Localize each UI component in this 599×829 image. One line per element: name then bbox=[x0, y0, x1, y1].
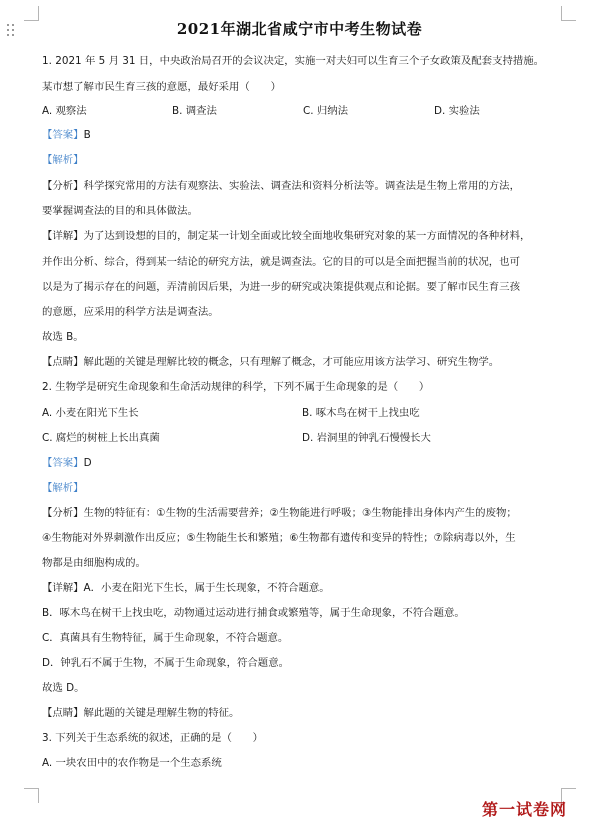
q2-conclusion: 故选 D。 bbox=[42, 682, 85, 694]
q1-option-a: A. 观察法 bbox=[42, 105, 87, 117]
q2-answer-line bbox=[42, 456, 92, 470]
q1-answer-value: B bbox=[83, 129, 91, 141]
q1-xiangjie-line-1: 【详解】为了达到设想的目的，制定某一计划全面或比较全面地收集研究对象的某一方面情况的各种材料， bbox=[42, 230, 531, 242]
q2-option-b: B. 啄木鸟在树干上找虫吃 bbox=[302, 407, 420, 419]
q2-analysis-tag: 【解析】 bbox=[42, 482, 84, 494]
q1-dianjing: 【点睛】解此题的关键是理解比较的概念，只有理解了概念，才可能应用该方法学习、研究生物学。 bbox=[42, 356, 500, 368]
q2-fenxi-line-2: ④生物能对外界刺激作出反应；⑤生物能生长和繁殖；⑥生物都有遗传和变异的特性；⑦除病毒以外，生 bbox=[42, 532, 516, 544]
q1-option-b: B. 调查法 bbox=[172, 105, 217, 117]
q1-answer-line bbox=[42, 128, 91, 142]
q2-stem: 2. 生物学是研究生命现象和生命活动规律的科学，下列不属于生命现象的是（ ） bbox=[42, 381, 430, 393]
q2-xiangjie-c: C．真菌具有生物特征，属于生命现象，不符合题意。 bbox=[42, 632, 289, 644]
q1-fenxi-line-2: 要掌握调查法的目的和具体做法。 bbox=[42, 205, 198, 217]
q3-option-a: A. 一块农田中的农作物是一个生态系统 bbox=[42, 757, 222, 769]
q1-analysis-tag: 【解析】 bbox=[42, 154, 84, 166]
q2-dianjing: 【点睛】解此题的关键是理解生物的特征。 bbox=[42, 707, 240, 719]
answer-tag: 【答案】 bbox=[42, 457, 84, 469]
crop-mark-bottom-left bbox=[24, 788, 39, 803]
q2-option-c: C. 腐烂的树桩上长出真菌 bbox=[42, 432, 160, 444]
footer-logo: 第一试卷网 bbox=[482, 800, 568, 819]
q1-xiangjie-line-4: 的意愿，应采用的科学方法是调查法。 bbox=[42, 306, 219, 318]
q1-stem-line-1: 1. 2021 年 5 月 31 日，中央政治局召开的会议决定，实施一对夫妇可以生育三个子女政策及配套支持措施。 bbox=[42, 55, 545, 67]
page-title: 2021年湖北省咸宁市中考生物试卷 bbox=[176, 20, 423, 38]
q2-fenxi-line-3: 物都是由细胞构成的。 bbox=[42, 557, 146, 569]
q3-stem: 3. 下列关于生态系统的叙述，正确的是（ ） bbox=[42, 732, 264, 744]
q2-answer-value: D bbox=[83, 457, 92, 469]
q2-option-d: D. 岩洞里的钟乳石慢慢长大 bbox=[302, 432, 431, 444]
q2-xiangjie-b: B．啄木鸟在树干上找虫吃，动物通过运动进行捕食或繁殖等，属于生命现象，不符合题意。 bbox=[42, 607, 465, 619]
q2-fenxi-line-1: 【分析】生物的特征有：①生物的生活需要营养；②生物能进行呼吸；③生物能排出身体内产生的废物； bbox=[42, 507, 517, 519]
q1-xiangjie-line-3: 以是为了揭示存在的问题，弄清前因后果，为进一步的研究或决策提供观点和论据。要了解市民生育三孩 bbox=[42, 281, 520, 293]
q1-option-d: D. 实验法 bbox=[434, 105, 480, 117]
q1-xiangjie-line-2: 并作出分析、综合，得到某一结论的研究方法，就是调查法。它的目的可以是全面把握当前的状况，也可 bbox=[42, 256, 520, 268]
q2-xiangjie-a: 【详解】A．小麦在阳光下生长，属于生长现象，不符合题意。 bbox=[42, 582, 330, 594]
q1-option-c: C. 归纳法 bbox=[303, 105, 349, 117]
q2-xiangjie-d: D．钟乳石不属于生物，不属于生命现象，符合题意。 bbox=[42, 657, 289, 669]
q2-option-a: A. 小麦在阳光下生长 bbox=[42, 407, 139, 419]
q1-stem-line-2: 某市想了解市民生育三孩的意愿，最好采用（ ） bbox=[42, 81, 281, 93]
q1-fenxi-line-1: 【分析】科学探究常用的方法有观察法、实验法、调查法和资料分析法等。调查法是生物上常用的方法， bbox=[42, 180, 520, 192]
answer-tag: 【答案】 bbox=[42, 129, 84, 141]
q1-conclusion: 故选 B。 bbox=[42, 331, 84, 343]
